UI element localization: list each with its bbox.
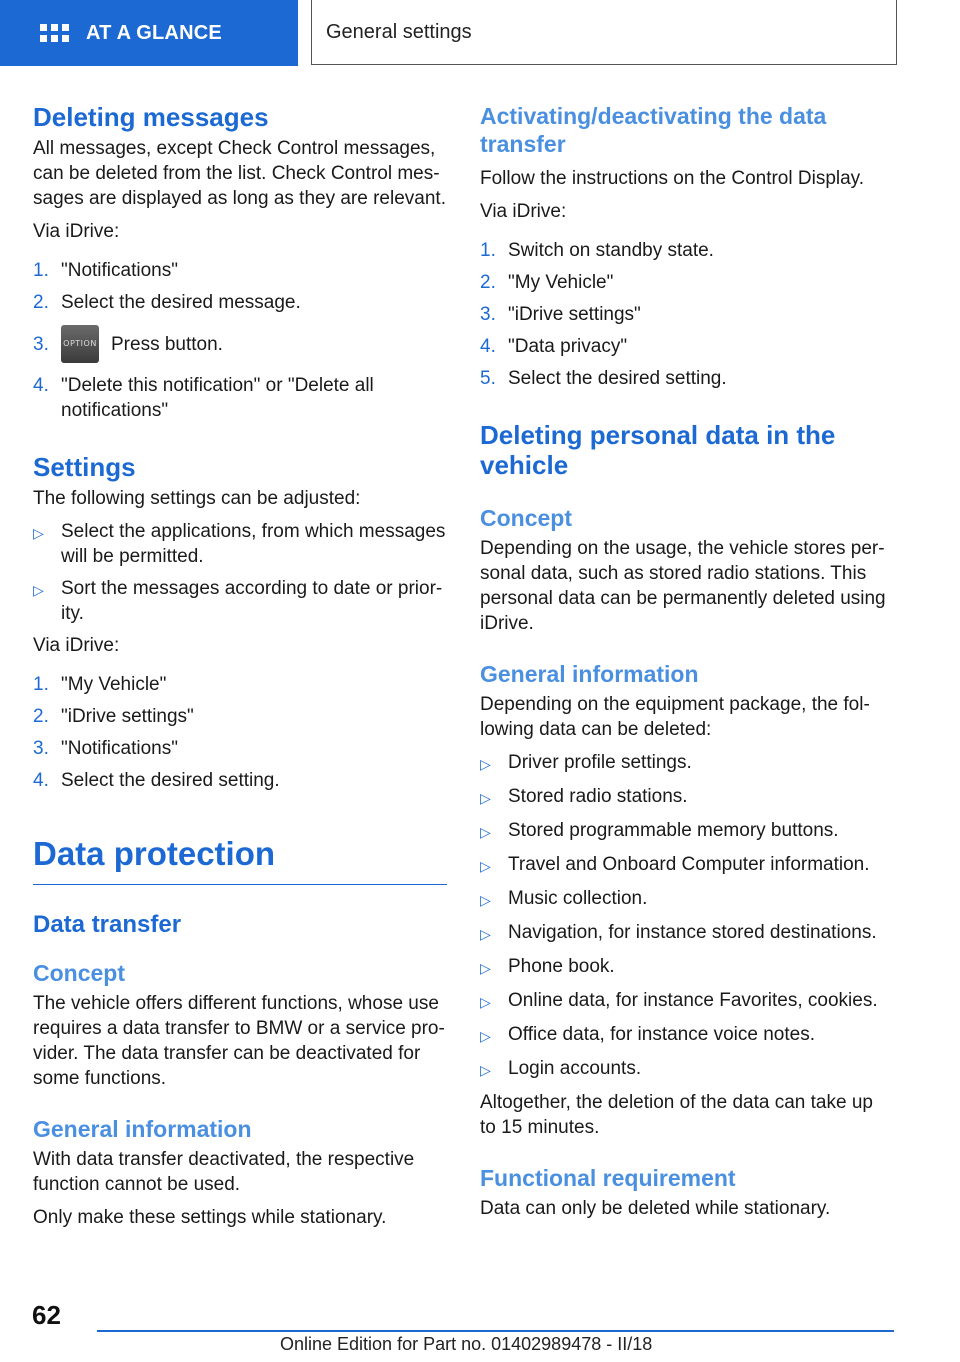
section-tab[interactable] (311, 0, 897, 65)
footer-edition: Online Edition for Part no. 01402989478 - II/18 (280, 1334, 653, 1354)
left-column (33, 102, 447, 1230)
list-item: 3. "Notifications" (33, 738, 178, 759)
triangle-right-icon: ▷ (480, 994, 491, 1010)
list-item: ▷ Stored radio stations. (480, 784, 888, 811)
list-item: 4. Select the desired setting. (33, 770, 280, 791)
via-idrive-label: Via iDrive: (33, 221, 120, 242)
deleting-messages-text: All messages, except Check Control messages, can be deleted from the list. Check Control messages are displayed as long as they are relevant. (33, 138, 446, 209)
concept-heading: Concept (480, 505, 572, 531)
list-item: 1. Switch on standby state. (480, 240, 714, 261)
triangle-right-icon: ▷ (480, 1062, 491, 1078)
altogether-text: Altogether, the deletion of the data can take up to 15 minutes. (480, 1092, 873, 1138)
chapter-label: AT A GLANCE (86, 21, 222, 44)
list-item: 5. Select the desired setting. (480, 368, 727, 389)
settings-heading: Settings (33, 452, 136, 482)
general-information-heading: General information (480, 661, 699, 687)
page-header (0, 0, 960, 66)
concept-text: The vehicle offers different functions, whose use requires a data transfer to BMW or a service provider. The data transfer can be deactivated for some functions. (33, 993, 445, 1089)
triangle-right-icon: ▷ (480, 1028, 491, 1044)
list-item: ▷ Stored programmable memory buttons. (480, 818, 888, 845)
concept-text: Depending on the usage, the vehicle stores personal data, such as stored radio stations. This personal data can be permanently deleted using iDrive. (480, 538, 886, 634)
triangle-right-icon: ▷ (480, 756, 491, 772)
list-item: ▷ Travel and Onboard Computer information. (480, 852, 888, 879)
deleting-messages-steps (33, 258, 447, 423)
option-button-icon: OPTION (61, 325, 99, 363)
settings-steps (33, 672, 447, 793)
activating-steps (480, 238, 888, 391)
settings-text: The following settings can be adjusted: (33, 488, 361, 509)
page-number: 62 (32, 1300, 61, 1330)
settings-bullets (33, 519, 447, 626)
triangle-right-icon: ▷ (33, 582, 44, 598)
right-column (480, 102, 888, 1221)
deleting-messages-heading: Deleting messages (33, 102, 269, 132)
list-item: ▷ Select the applications, from which messages will be permitted. (33, 521, 446, 567)
triangle-right-icon: ▷ (33, 525, 44, 541)
list-item: 3. OPTION Press button. (33, 325, 447, 363)
list-item: 1. "My Vehicle" (33, 674, 167, 695)
functional-requirement-heading: Functional requirement (480, 1165, 736, 1191)
list-item: ▷ Music collection. (480, 886, 888, 913)
data-protection-heading: Data protection (33, 834, 447, 885)
via-idrive-label: Via iDrive: (480, 201, 567, 222)
concept-heading: Concept (33, 960, 125, 986)
list-item: 2. "iDrive settings" (33, 706, 194, 727)
triangle-right-icon: ▷ (480, 824, 491, 840)
triangle-right-icon: ▷ (480, 960, 491, 976)
chapter-tab[interactable] (0, 0, 298, 66)
list-item: 3. "iDrive settings" (480, 304, 641, 325)
activating-heading: Activating/deactivating the data transfer (480, 103, 827, 157)
list-item: ▷ Sort the messages according to date or priority. (33, 578, 443, 624)
functional-requirement-text: Data can only be deleted while stationary. (480, 1198, 831, 1219)
list-item: ▷ Office data, for instance voice notes. (480, 1022, 888, 1049)
list-item: 1. "Notifications" (33, 260, 178, 281)
section-label: General settings (326, 20, 472, 43)
list-item: ▷ Navigation, for instance stored destinations. (480, 920, 888, 947)
triangle-right-icon: ▷ (480, 926, 491, 942)
general-information-heading: General information (33, 1116, 252, 1142)
deletable-data-bullets (480, 750, 888, 1083)
stationary-note: Only make these settings while stationary. (33, 1207, 387, 1228)
triangle-right-icon: ▷ (480, 892, 491, 908)
list-item: ▷ Driver profile settings. (480, 750, 888, 777)
deleting-personal-heading: Deleting personal data in the vehicle (480, 420, 836, 480)
activating-text: Follow the instructions on the Control Display. (480, 168, 865, 189)
list-item: ▷ Phone book. (480, 954, 888, 981)
data-transfer-heading: Data transfer (33, 911, 182, 938)
triangle-right-icon: ▷ (480, 858, 491, 874)
list-item: 4. "Data privacy" (480, 336, 628, 357)
list-item: ▷ Online data, for instance Favorites, cookies. (480, 988, 888, 1015)
list-item: 4. "Delete this notification" or "Delete all notifications" (33, 375, 374, 421)
general-information-text: With data transfer deactivated, the respective function cannot be used. (33, 1149, 415, 1195)
grid-icon (40, 21, 68, 45)
footer-divider (97, 1330, 894, 1332)
triangle-right-icon: ▷ (480, 790, 491, 806)
list-item: 2. "My Vehicle" (480, 272, 614, 293)
general-information-text: Depending on the equipment package, the following data can be deleted: (480, 694, 870, 740)
via-idrive-label: Via iDrive: (33, 635, 120, 656)
list-item: ▷ Login accounts. (480, 1056, 888, 1083)
list-item: 2. Select the desired message. (33, 292, 301, 313)
